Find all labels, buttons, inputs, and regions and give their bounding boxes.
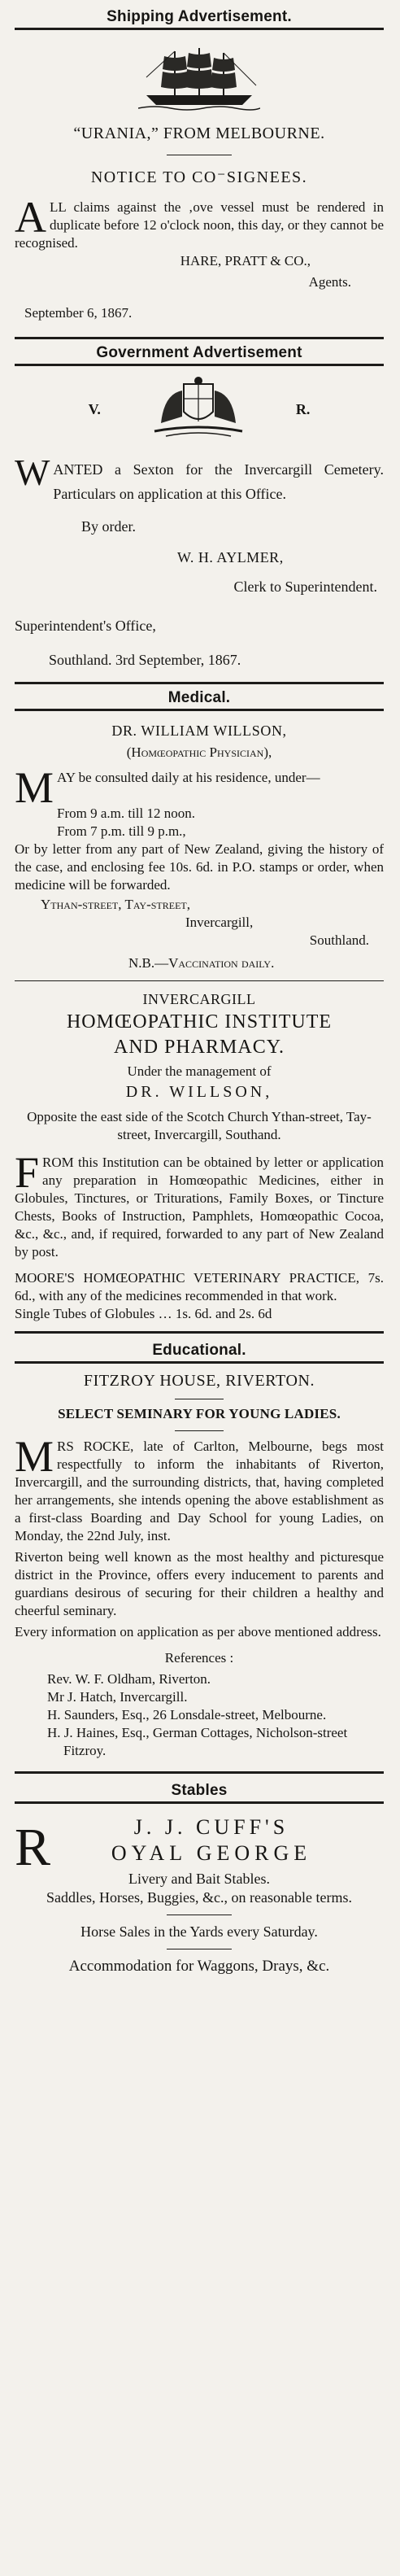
section-heading-shipping: Shipping Advertisement.: [107, 8, 292, 25]
shipping-section: [15, 7, 384, 322]
seminary-body: [15, 1432, 384, 1545]
office-line: Superintendent's Office,: [15, 618, 156, 634]
sexton-notice: [15, 452, 384, 506]
signatory: W. H. AYLMER,: [177, 549, 284, 565]
by-order: By order.: [81, 518, 136, 535]
stables-tagline: Livery and Bait Stables.: [128, 1871, 270, 1887]
divider: [15, 709, 384, 711]
horse-sales: Horse Sales in the Yards every Saturday.: [80, 1923, 318, 1940]
medical-section: [15, 688, 384, 1323]
divider: [15, 364, 384, 366]
ship-title: “URANIA,” FROM MELBOURNE.: [73, 124, 325, 142]
newspaper-column: [0, 7, 400, 2576]
divider: [15, 980, 384, 981]
seminary-text: RS ROCKE, late of Carlton, Melbourne, begs most respectfully to inform the inhabitants of Riverton, Invercargill, and the surrounding districts, that, having completed her arrangements, she intends opening the above establishment as a first-class Boarding and Day School for young Ladies, on Monday, the 22nd July, inst.: [15, 1439, 384, 1543]
doctor-specialty: (Homœopathic Physician),: [126, 744, 272, 760]
divider: [15, 337, 384, 339]
reference-item: Mr J. Hatch, Invercargill.: [47, 1689, 188, 1705]
management-label: Under the management of: [127, 1063, 272, 1079]
divider: [15, 1331, 384, 1334]
government-section: [15, 343, 384, 669]
drop-cap: F: [15, 1148, 40, 1197]
institute-name-2: AND PHARMACY.: [114, 1037, 285, 1058]
section-heading-medical: Medical.: [167, 689, 231, 706]
stables-section: [15, 1780, 384, 1976]
notice-text: LL claims against the ‚ove vessel must be rendered in duplicate before 12 o'clock noon, this day, or they cannot be recognised.: [15, 199, 384, 251]
signatory-title: Clerk to Superintendent.: [233, 579, 377, 595]
notice-date: September 6, 1867.: [24, 305, 133, 321]
royal-coat-of-arms-icon: [150, 376, 247, 443]
reference-item: Rev. W. F. Oldham, Riverton.: [47, 1671, 211, 1687]
sailing-ship-icon: [15, 45, 384, 111]
seminary-title: SELECT SEMINARY FOR YOUNG LADIES.: [58, 1406, 341, 1421]
hours-morning: From 9 a.m. till 12 noon.: [57, 806, 195, 821]
references-label: References :: [164, 1650, 234, 1666]
consult-text: AY be consulted daily at his residence, under—: [57, 770, 320, 785]
institute-place: INVERCARGILL: [142, 991, 256, 1007]
house-title: FITZROY HOUSE, RIVERTON.: [83, 1372, 315, 1390]
stables-banner: [15, 1815, 384, 1877]
agent-firm: HARE, PRATT & CO.,: [180, 253, 311, 269]
drop-cap: A: [15, 193, 46, 242]
sexton-text: ANTED a Sexton for the Invercargill Cemetery. Particulars on application at this Office.: [53, 461, 384, 502]
section-heading-government: Government Advertisement: [96, 344, 302, 361]
divider: [15, 1361, 384, 1364]
drop-cap: M: [15, 1432, 54, 1481]
divider: [15, 1801, 384, 1804]
accommodation: Accommodation for Waggons, Drays, &c.: [68, 1958, 330, 1975]
stables-owner: J. J. CUFF'S: [133, 1815, 289, 1839]
reference-item: H. Saunders, Esq., 26 Lonsdale-street, Melbourne.: [47, 1707, 327, 1722]
divider: [15, 28, 384, 30]
address-line-1: Ythan-street, Tay-street,: [41, 897, 190, 912]
address-line-3: Southland.: [309, 932, 369, 948]
hours-evening: From 7 p.m. till 9 p.m.,: [57, 823, 186, 839]
short-divider: [175, 1430, 224, 1431]
crest-letter-right: R.: [295, 400, 311, 417]
references-list: [15, 1670, 384, 1760]
institute-location: Opposite the east side of the Scotch Church Ythan-street, Tay-street, Invercargill, Southand.: [27, 1109, 372, 1142]
institute-text: ROM this Institution can be obtained by letter or application any preparation in Homœopathic Medicines, either in Globules, Tinctures, or Triturations, Family Boxes, or Tincture Chests, Books of Instruction, Pamphlets, Homœopathic Cocoa, &c., &c., and, if required, forwarded to any part of New Zealand by post.: [15, 1155, 384, 1260]
reference-item: H. J. Haines, Esq., German Cottages, Nicholson-street Fitzroy.: [47, 1725, 348, 1758]
doctor-name: DR. WILLIAM WILLSON,: [111, 723, 287, 739]
seminary-para-3: Every information on application as per above mentioned address.: [15, 1624, 381, 1639]
stables-services: Saddles, Horses, Buggies, &c., on reasonable terms.: [46, 1889, 352, 1906]
section-heading-educational: Educational.: [152, 1342, 246, 1359]
notice-body: [15, 193, 384, 252]
notice-title: NOTICE TO CO⁻SIGNEES.: [90, 168, 308, 186]
crest-letter-left: V.: [88, 400, 101, 417]
drop-cap: R: [15, 1818, 51, 1877]
divider: [15, 682, 384, 684]
place-date: Southland. 3rd September, 1867.: [49, 652, 241, 668]
divider: [15, 1771, 384, 1774]
consult-notice: [15, 763, 384, 812]
educational-section: [15, 1340, 384, 1760]
section-heading-stables: Stables: [171, 1782, 228, 1799]
stables-name: OYAL GEORGE: [111, 1841, 312, 1865]
veterinary-note: MOORE'S HOMŒOPATHIC VETERINARY PRACTICE, 7s. 6d., with any of the medicines recommended in that work.: [15, 1270, 384, 1303]
tubes-price: Single Tubes of Globules … 1s. 6d. and 2s. 6d: [15, 1306, 272, 1321]
drop-cap: W: [15, 452, 50, 493]
vaccination-note: N.B.—Vaccination daily.: [128, 955, 275, 971]
drop-cap: M: [15, 763, 54, 812]
crest-row: [15, 376, 384, 443]
manager-name: DR. WILLSON,: [125, 1083, 273, 1101]
seminary-para-2: Riverton being well known as the most healthy and picturesque district in the Province, offers every inducement to parents and guardians desirous of securing for their children a healthy and cheerful seminary.: [15, 1549, 384, 1618]
institute-body: [15, 1148, 384, 1261]
letter-notice: Or by letter from any part of New Zealand, giving the history of the case, and enclosing fee 10s. 6d. in P.O. stamps or order, when medicine will be forwarded.: [15, 841, 384, 893]
institute-name-1: HOMŒOPATHIC INSTITUTE: [66, 1011, 333, 1033]
agent-role: Agents.: [308, 274, 351, 290]
address-line-2: Invercargill,: [185, 915, 254, 930]
